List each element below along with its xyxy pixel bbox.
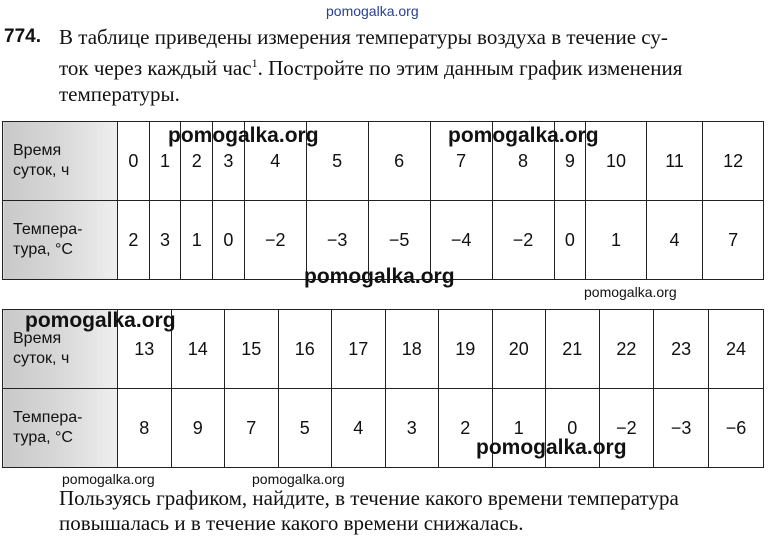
row-header-time	[3, 122, 118, 201]
temp-cell: 1	[492, 389, 546, 468]
question-line-1: Пользуясь графиком, найдите, в течение какого времени температура	[59, 486, 679, 510]
temp-cell: −6	[709, 389, 764, 468]
hour-cell: 23	[654, 310, 709, 389]
temp-cell: −2	[492, 201, 554, 280]
hour-cell: 7	[430, 122, 492, 201]
hour-cell: 16	[278, 310, 332, 389]
question-text	[59, 486, 764, 536]
hour-cell: 11	[646, 122, 703, 201]
hour-cell: 15	[225, 310, 279, 389]
problem-line-2-a: ток через каждый час	[59, 56, 252, 80]
row-header-time-line2: суток, ч	[13, 162, 70, 179]
hour-cell: 20	[492, 310, 546, 389]
problem-number: 774.	[4, 26, 41, 47]
watermark-top: pomogalka.org	[326, 3, 419, 19]
watermark-8: pomogalka.org	[252, 471, 345, 487]
row-header-temp-line2: тура, °С	[13, 429, 73, 446]
problem-line-2	[59, 50, 764, 81]
temp-cell: 3	[385, 389, 439, 468]
temp-cell: 5	[278, 389, 332, 468]
watermark-4: pomogalka.org	[584, 284, 677, 300]
watermark-7: pomogalka.org	[62, 471, 155, 487]
temp-cell: 7	[225, 389, 279, 468]
row-header-temp	[3, 201, 118, 280]
hour-cell: 13	[118, 310, 172, 389]
hour-cell: 0	[118, 122, 150, 201]
temp-cell: 7	[703, 201, 764, 280]
hour-cell: 5	[306, 122, 368, 201]
watermark-1: pomogalka.org	[168, 124, 319, 147]
hour-cell: 8	[492, 122, 554, 201]
watermark-3: pomogalka.org	[304, 265, 455, 288]
row-header-time-line1: Время	[13, 330, 62, 347]
hour-cell: 2	[181, 122, 213, 201]
temp-cell: 3	[149, 201, 181, 280]
row-header-temp-line1: Темпера-	[13, 221, 83, 238]
table-row-hours	[3, 122, 764, 201]
temp-cell: 1	[586, 201, 647, 280]
hour-cell: 3	[213, 122, 245, 201]
temp-cell: −2	[599, 389, 654, 468]
temp-cell: −4	[430, 201, 492, 280]
row-header-time-line2: суток, ч	[13, 350, 70, 367]
row-header-temp-line1: Темпера-	[13, 409, 83, 426]
hour-cell: 18	[385, 310, 439, 389]
temperature-table-1	[2, 121, 764, 280]
temp-cell: 0	[546, 389, 600, 468]
problem-line-1: В таблице приведены измерения температуры воздуха в течение су-	[59, 25, 668, 49]
temp-cell: −5	[368, 201, 430, 280]
watermark-6: pomogalka.org	[476, 436, 627, 459]
hour-cell: 17	[332, 310, 386, 389]
table-row-temps	[3, 389, 764, 468]
temp-cell: 4	[646, 201, 703, 280]
footnote-mark: 1	[251, 56, 258, 70]
hour-cell: 21	[546, 310, 600, 389]
problem-line-2-b: . Постройте по этим данным график изменения	[257, 56, 683, 80]
temp-cell: −3	[306, 201, 368, 280]
hour-cell: 12	[703, 122, 764, 201]
hour-cell: 14	[171, 310, 225, 389]
hour-cell: 24	[709, 310, 764, 389]
temp-cell: 8	[118, 389, 172, 468]
watermark-5: pomogalka.org	[25, 309, 176, 332]
question-line-2: повышалась и в течение какого времени снижалась.	[59, 511, 524, 535]
temp-cell: 9	[171, 389, 225, 468]
temp-cell: 2	[118, 201, 150, 280]
problem-statement	[59, 24, 764, 107]
hour-cell: 1	[149, 122, 181, 201]
temp-cell: 0	[213, 201, 245, 280]
temp-cell: 4	[332, 389, 386, 468]
row-header-temp	[3, 389, 118, 468]
hour-cell: 9	[554, 122, 586, 201]
hour-cell: 19	[439, 310, 493, 389]
watermark-2: pomogalka.org	[448, 124, 599, 147]
temp-cell: −3	[654, 389, 709, 468]
hour-cell: 22	[599, 310, 654, 389]
temp-cell: −2	[244, 201, 306, 280]
row-header-time-line1: Время	[13, 142, 62, 159]
hour-cell: 6	[368, 122, 430, 201]
temp-cell: 0	[554, 201, 586, 280]
temp-cell: 2	[439, 389, 493, 468]
problem-line-3: температуры.	[59, 82, 180, 106]
row-header-temp-line2: тура, °С	[13, 241, 73, 258]
hour-cell: 10	[586, 122, 647, 201]
hour-cell: 4	[244, 122, 306, 201]
temp-cell: 1	[181, 201, 213, 280]
